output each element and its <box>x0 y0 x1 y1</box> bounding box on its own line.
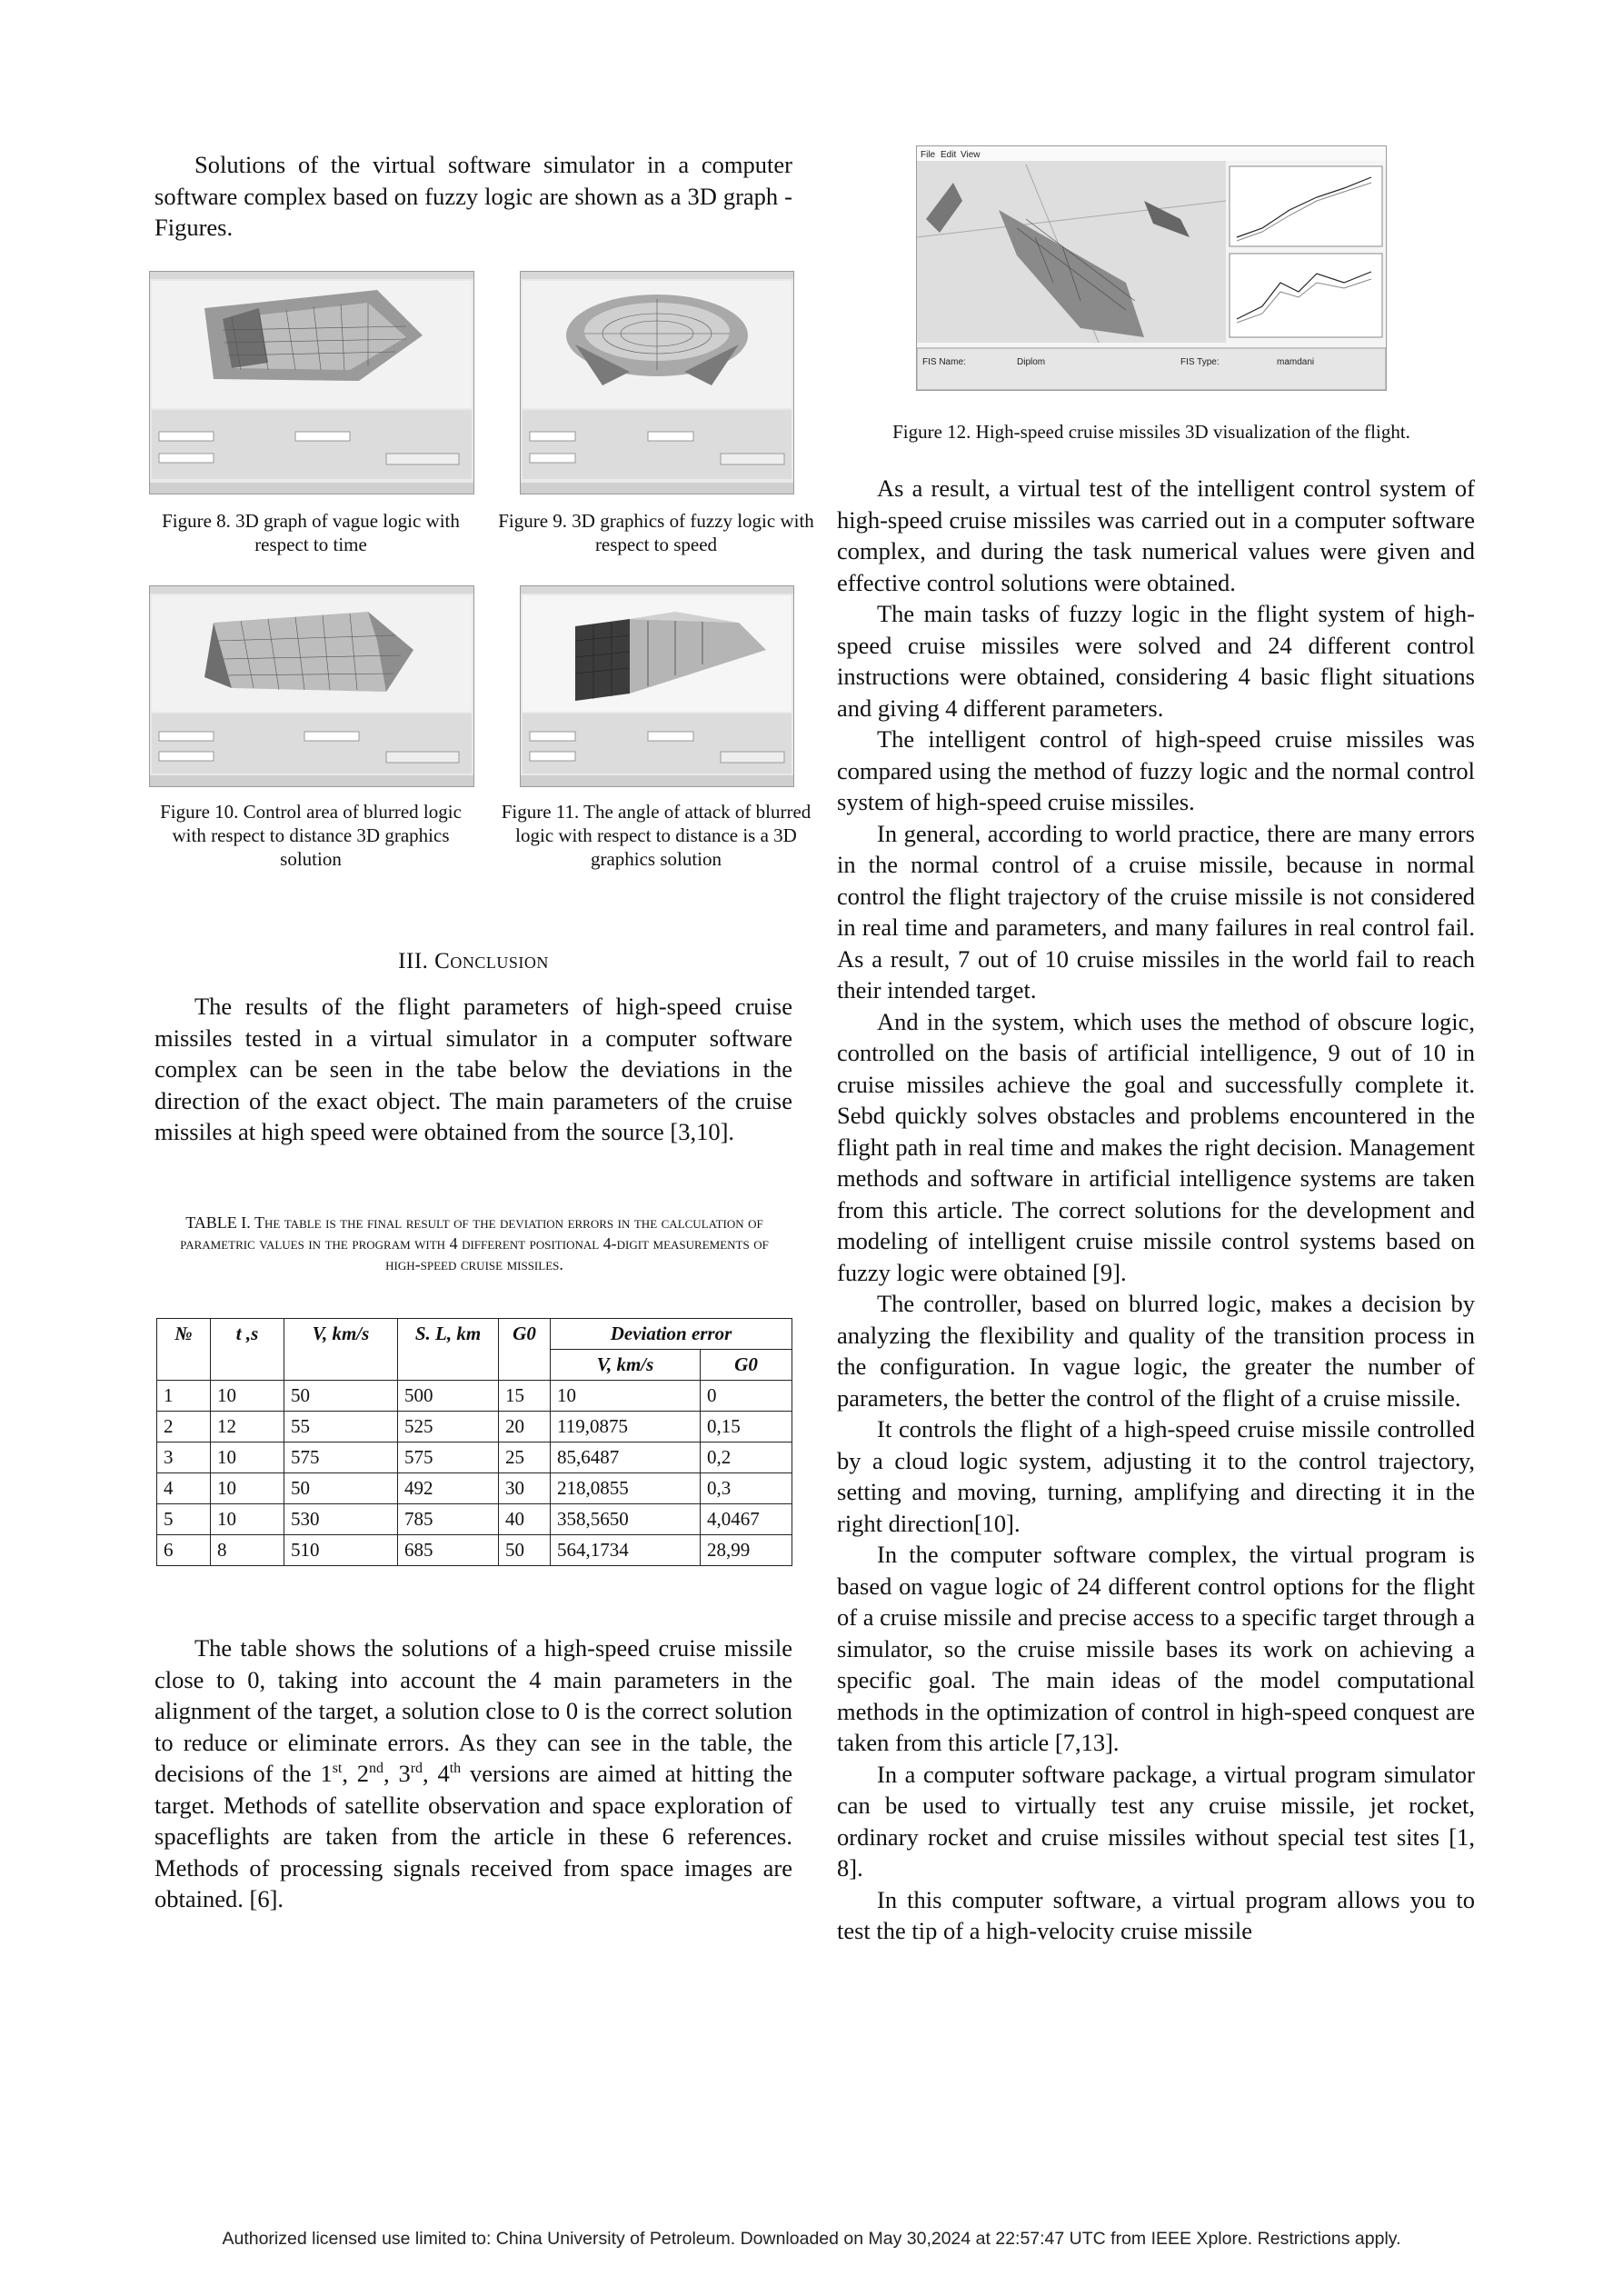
figure-10-caption: Figure 10. Control area of blurred logic with respect to distance 3D graphics solution <box>160 801 462 870</box>
table-cell: 12 <box>211 1412 284 1442</box>
after-table-text-5: versions are aimed at hitting the target. Methods of satellite observation and space exploration of spaceflights are taken from the article in these 6 references. Methods of processing signals received from space images are obtained. [6]. <box>154 1760 793 1912</box>
table-cell: 30 <box>499 1473 551 1504</box>
right-paragraph-4: In general, according to world practice, there are many errors in the normal control of a cruise missile, because in normal control the flight trajectory of the cruise missile is not considered in real time and parameters, and many failures in real control fail. As a result, 7 out of 10 cruise missiles in the world fail to reach their intended target. <box>837 819 1475 1003</box>
fig12-menu-view: View <box>961 150 981 160</box>
table-cell: 50 <box>284 1473 398 1504</box>
figure-12-image <box>916 145 1387 391</box>
table-cell: 0 <box>701 1381 792 1412</box>
table-cell: 4,0467 <box>701 1504 792 1535</box>
header-time: t ,s <box>211 1319 284 1381</box>
table-row <box>157 1381 792 1412</box>
table-cell: 564,1734 <box>551 1535 701 1566</box>
table-caption: TABLE I. The table is the final result of the deviation errors in the calculation of parametric values in the program with 4 different positional 4-digit measurements of high-speed cruise missiles. <box>180 1213 769 1273</box>
table-row <box>157 1535 792 1566</box>
table-cell: 119,0875 <box>551 1412 701 1442</box>
table-cell: 2 <box>157 1412 211 1442</box>
header-number: № <box>157 1319 211 1381</box>
table-cell: 785 <box>398 1504 499 1535</box>
table-cell: 575 <box>398 1442 499 1473</box>
right-paragraph-3: The intelligent control of high-speed cruise missiles was compared using the method of fuzzy logic and the normal control system of high-speed cruise missiles. <box>837 725 1475 815</box>
table-cell: 218,0855 <box>551 1473 701 1504</box>
after-table-text-2: , 2 <box>342 1760 370 1787</box>
fig12-menu-file: File <box>921 150 936 160</box>
figure-11-image <box>520 585 794 787</box>
right-paragraph-10: In this computer software, a virtual program allows you to test the tip of a high-velocity cruise missile <box>837 1885 1475 1944</box>
table-cell: 10 <box>211 1442 284 1473</box>
table-cell: 25 <box>499 1442 551 1473</box>
table-cell: 685 <box>398 1535 499 1566</box>
section-heading-conclusion: III. Conclusion <box>398 949 549 973</box>
header-deviation-error: Deviation error <box>551 1319 792 1350</box>
sup-rd: rd <box>410 1761 423 1777</box>
table-cell: 40 <box>499 1504 551 1535</box>
table-cell: 20 <box>499 1412 551 1442</box>
right-paragraph-2: The main tasks of fuzzy logic in the flight system of high-speed cruise missiles were solved and 24 different control instructions were obtained, considering 4 basic flight situations and giving 4 different parameters. <box>837 600 1475 722</box>
sup-nd: nd <box>369 1761 384 1777</box>
table-cell: 510 <box>284 1535 398 1566</box>
table-cell: 10 <box>211 1381 284 1412</box>
table-cell: 28,99 <box>701 1535 792 1566</box>
table-cell: 10 <box>211 1504 284 1535</box>
table-cell: 492 <box>398 1473 499 1504</box>
after-table-text-1: The table shows the solutions of a high-speed cruise missile close to 0, taking into account the 4 main parameters in the alignment of the target, a solution close to 0 is the correct solution to reduce or eliminate errors. As they can see in the table, the decisions of the 1 <box>154 1634 792 1787</box>
table-cell: 0,2 <box>701 1442 792 1473</box>
header-g0: G0 <box>499 1319 551 1381</box>
table-row <box>157 1473 792 1504</box>
intro-paragraph: Solutions of the virtual software simulator in a computer software complex based on fuzzy logic are shown as a 3D graph - Figures. <box>154 151 792 241</box>
figure-10-image <box>149 585 474 787</box>
sup-th: th <box>449 1761 462 1777</box>
fig12-fis-type-label: FIS Type: <box>1180 357 1220 367</box>
table-cell: 358,5650 <box>551 1504 701 1535</box>
table-cell: 55 <box>284 1412 398 1442</box>
after-table-text-3: , 3 <box>383 1760 411 1787</box>
table-cell: 575 <box>284 1442 398 1473</box>
table-cell: 0,15 <box>701 1412 792 1442</box>
conclusion-paragraph: The results of the flight parameters of high-speed cruise missiles tested in a virtual simulator in a computer software complex can be seen in the tabe below the deviations in the direction of the exact object. The main parameters of the cruise missiles at high speed were obtained from the source [3,10]. <box>154 993 792 1145</box>
figure-9-caption: Figure 9. 3D graphics of fuzzy logic with respect to speed <box>498 510 814 555</box>
table-row <box>157 1442 792 1473</box>
table-cell: 6 <box>157 1535 211 1566</box>
right-paragraph-6: The controller, based on blurred logic, makes a decision by analyzing the flexibility and quality of the transition process in the configuration. In vague logic, the greater the number of parameters, the better the control of the flight of a cruise missile. <box>837 1290 1475 1412</box>
fig12-fis-name-value: Diplom <box>1017 357 1046 367</box>
table-row <box>157 1504 792 1535</box>
right-paragraph-9: In a computer software package, a virtual program simulator can be used to virtually test any cruise missile, jet rocket, ordinary rocket and cruise missiles without special test sites [1, 8]. <box>837 1760 1475 1882</box>
table-cell: 5 <box>157 1504 211 1535</box>
table-cell: 525 <box>398 1412 499 1442</box>
table-cell: 15 <box>499 1381 551 1412</box>
right-paragraph-1: As a result, a virtual test of the intelligent control system of high-speed cruise missiles was carried out in a computer software complex, and during the task numerical values were given and effective control solutions were obtained. <box>837 474 1475 596</box>
right-paragraph-5: And in the system, which uses the method of obscure logic, controlled on the basis of artificial intelligence, 9 out of 10 in cruise missiles achieve the goal and successfully complete it. Sebd quickly solves obstacles and problems encountered in the flight path in real time and makes the right decision. Management methods and software in artificial intelligence systems are taken from this article. The correct solutions for the development and modeling of intelligent cruise missile control systems based on fuzzy logic were obtained [9]. <box>837 1007 1475 1286</box>
table-cell: 530 <box>284 1504 398 1535</box>
subheader-g0: G0 <box>701 1350 792 1381</box>
after-table-paragraph <box>154 1632 792 1915</box>
license-footer: Authorized licensed use limited to: China University of Petroleum. Downloaded on May 30,2024 at 22:57:47 UTC from IEEE Xplore. Restrictions apply. <box>222 2229 1401 2249</box>
right-paragraph-8: In the computer software complex, the virtual program is based on vague logic of 24 different control options for the flight of a cruise missile and precise access to a specific target through a simulator, so the cruise missile bases its work on achieving a specific goal. The main ideas of the model computational methods in the optimization of control in high-speed conquest are taken from this article [7,13]. <box>837 1541 1475 1756</box>
after-table-text-4: , 4 <box>423 1760 450 1787</box>
table-cell: 8 <box>211 1535 284 1566</box>
table-cell: 10 <box>211 1473 284 1504</box>
table-cell: 10 <box>551 1381 701 1412</box>
header-distance: S. L, km <box>398 1319 499 1381</box>
figure-8-caption: Figure 8. 3D graph of vague logic with respect to time <box>162 510 460 555</box>
fig12-fis-type-value: mamdani <box>1277 357 1315 367</box>
right-paragraph-7: It controls the flight of a high-speed cruise missile controlled by a cloud logic system, adjusting it to the control trajectory, setting and moving, turning, amplifying and directing it in the right direction[10]. <box>837 1415 1475 1537</box>
table-cell: 50 <box>499 1535 551 1566</box>
table-cell: 4 <box>157 1473 211 1504</box>
table-row <box>157 1412 792 1442</box>
fig12-menu-edit: Edit <box>941 150 957 160</box>
right-column-text <box>837 473 1475 1947</box>
figure-11-caption: Figure 11. The angle of attack of blurred logic with respect to distance is a 3D graphics solution <box>501 801 812 870</box>
table-cell: 500 <box>398 1381 499 1412</box>
table-header-row <box>157 1319 792 1350</box>
figure-9-image <box>520 271 794 494</box>
table-cell: 1 <box>157 1381 211 1412</box>
table-cell: 0,3 <box>701 1473 792 1504</box>
fig12-fis-name-label: FIS Name: <box>922 357 966 367</box>
table-cell: 3 <box>157 1442 211 1473</box>
figure-12-caption: Figure 12. High-speed cruise missiles 3D visualization of the flight. <box>892 421 1410 443</box>
table-cell: 50 <box>284 1381 398 1412</box>
figure-8-image <box>149 271 474 494</box>
table-cell: 85,6487 <box>551 1442 701 1473</box>
sup-st: st <box>332 1761 343 1777</box>
results-table <box>156 1318 792 1566</box>
header-velocity: V, km/s <box>284 1319 398 1381</box>
subheader-velocity: V, km/s <box>551 1350 701 1381</box>
